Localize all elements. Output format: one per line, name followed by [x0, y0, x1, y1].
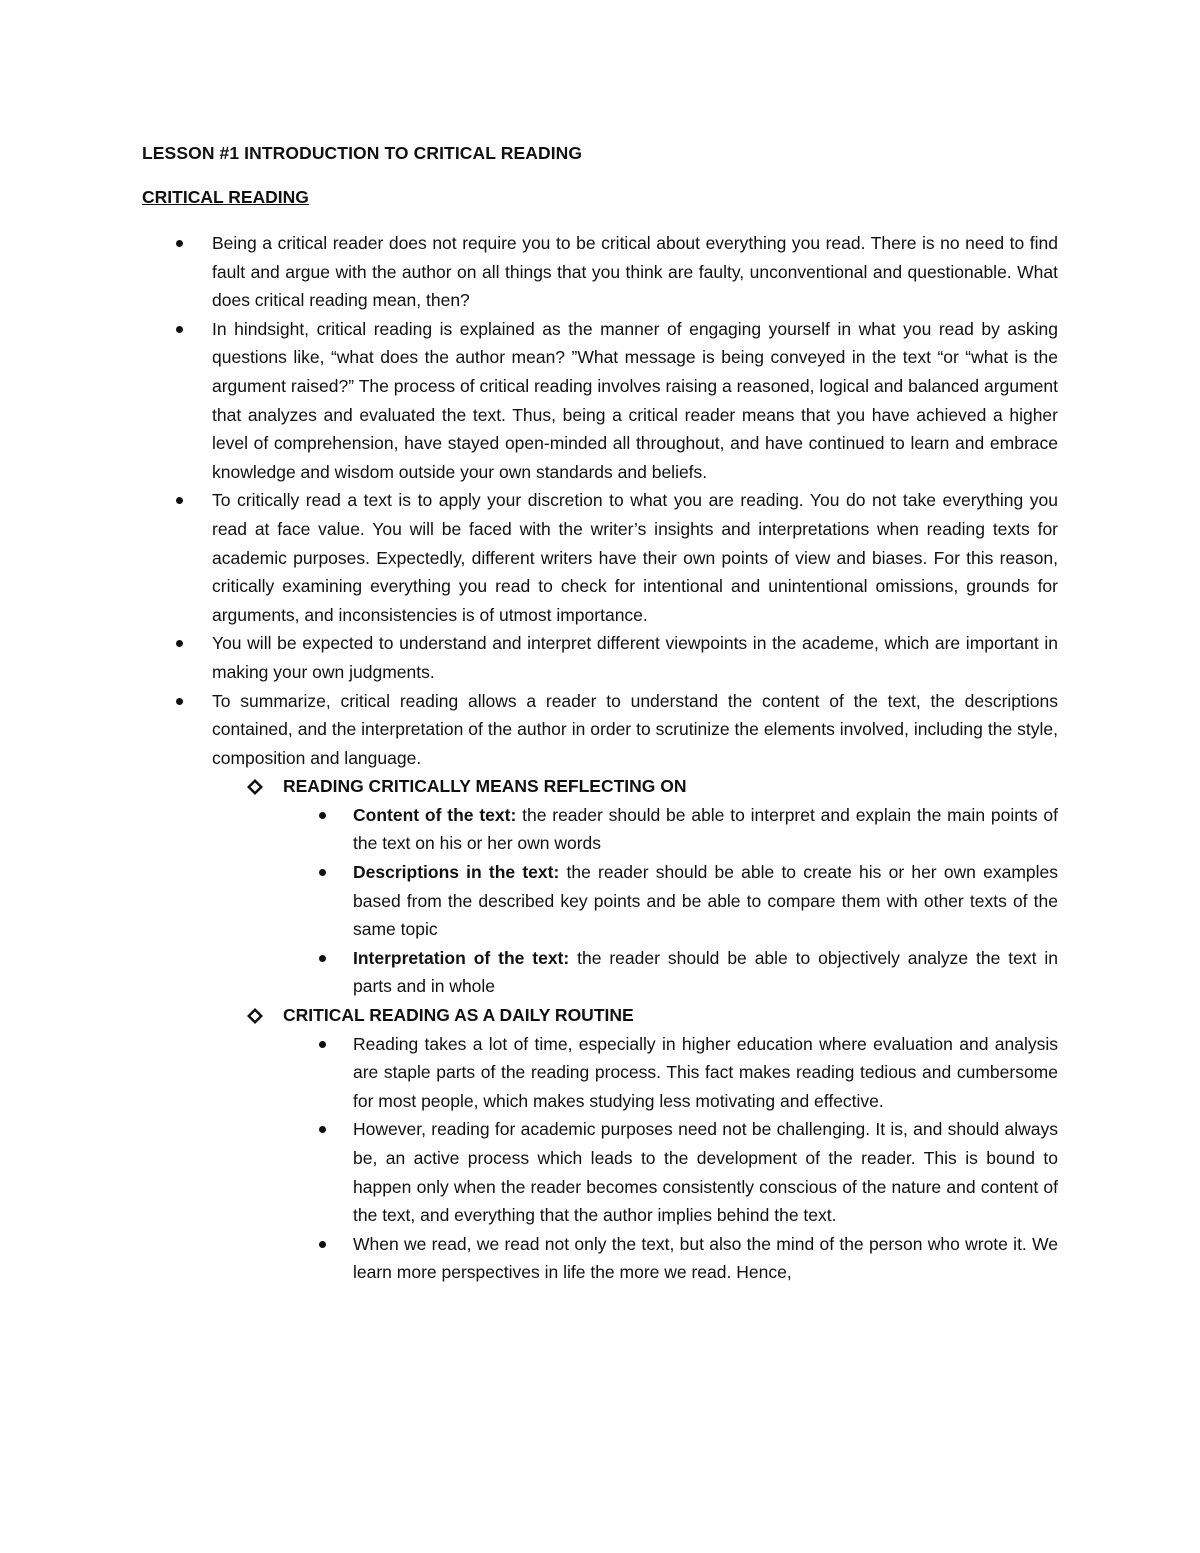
bullet-text: In hindsight, critical reading is explained as the manner of engaging yourself in what you read by asking questions like, “what does the author mean? ”What message is being conveyed in the text “or “what is the argument raised?” The process of critical reading involves raising a reasoned, logical and balanced argument that analyzes and evaluated the text. Thus, being a critical reader means that you have achieved a higher level of comprehension, have stayed open-minded all throughout, and have continued to learn and embrace knowledge and wisdom outside your own standards and beliefs.	[212, 318, 1058, 482]
item-text: When we read, we read not only the text, but also the mind of the person who wrote it. We learn more perspectives in life the more we read. Hence,	[353, 1233, 1058, 1283]
bullet-icon	[176, 326, 183, 333]
bullet-icon	[319, 1241, 326, 1248]
list-item	[353, 1115, 1058, 1229]
list-item	[212, 687, 1058, 773]
item-text: the reader should be able to create his or her own examples based from the described key points and be able to compare them with other texts of the same topic	[353, 862, 1058, 940]
diamond-bullet-icon	[247, 779, 263, 795]
reflecting-heading	[283, 772, 1200, 801]
bullet-icon	[319, 869, 326, 876]
item-text: Reading takes a lot of time, especially in higher education where evaluation and analysis are staple parts of the reading process. This fact makes reading tedious and cumbersome for most people, which makes studying less motivating and effective.	[353, 1033, 1058, 1111]
routine-heading-text: CRITICAL READING AS A DAILY ROUTINE	[283, 1005, 634, 1026]
reflecting-list	[0, 801, 1200, 1001]
bullet-icon	[176, 497, 183, 504]
list-item	[212, 229, 1058, 315]
bullet-text: To critically read a text is to apply your discretion to what you are reading. You do not take everything you read at face value. You will be faced with the writer’s insights and interpretations when reading texts for academic purposes. Expectedly, different writers have their own points of view and biases. For this reason, critically examining everything you read to check for intentional and unintentional omissions, grounds for arguments, and inconsistencies is of utmost importance.	[212, 490, 1058, 625]
list-item	[353, 801, 1058, 858]
bullet-icon	[319, 812, 326, 819]
reflecting-heading-text: READING CRITICALLY MEANS REFLECTING ON	[283, 776, 687, 797]
list-item	[212, 629, 1058, 686]
list-item	[212, 315, 1058, 487]
list-item	[212, 486, 1058, 629]
bullet-icon	[176, 640, 183, 647]
item-text: However, reading for academic purposes need not be challenging. It is, and should always be, an active process which leads to the development of the reader. This is bound to happen only when the reader becomes consistently conscious of the nature and content of the text, and everything that the author implies behind the text.	[353, 1119, 1058, 1226]
section-heading: CRITICAL READING	[142, 187, 309, 207]
list-item	[353, 1230, 1058, 1287]
list-item	[353, 1030, 1058, 1116]
item-term: Content of the text:	[353, 804, 517, 825]
bullet-text: You will be expected to understand and interpret different viewpoints in the academe, which are important in making your own judgments.	[212, 633, 1058, 682]
lesson-title: LESSON #1 INTRODUCTION TO CRITICAL READING	[142, 143, 583, 163]
list-item	[353, 944, 1058, 1001]
routine-heading	[283, 1001, 1200, 1030]
bullet-text: Being a critical reader does not require you to be critical about everything you read. There is no need to find fault and argue with the author on all things that you think are faulty, unconventional and questionable. What does critical reading mean, then?	[212, 233, 1058, 311]
bullet-icon	[319, 1126, 326, 1133]
routine-list	[0, 1030, 1200, 1287]
bullet-text: To summarize, critical reading allows a reader to understand the content of the text, the descriptions contained, and the interpretation of the author in order to scrutinize the elements involved, including the style, composition and language.	[212, 690, 1058, 768]
list-item	[353, 858, 1058, 944]
document-body	[0, 229, 1200, 1287]
main-bullet-list	[0, 229, 1200, 772]
bullet-icon	[176, 240, 183, 247]
item-text: the reader should be able to interpret and explain the main points of the text on his or her own words	[353, 804, 1058, 854]
diamond-bullet-icon	[247, 1008, 263, 1024]
bullet-icon	[319, 955, 326, 962]
item-term: Interpretation of the text:	[353, 947, 570, 968]
item-text: the reader should be able to objectively analyze the text in parts and in whole	[353, 947, 1058, 997]
bullet-icon	[319, 1041, 326, 1048]
item-term: Descriptions in the text:	[353, 862, 560, 883]
bullet-icon	[176, 698, 183, 705]
